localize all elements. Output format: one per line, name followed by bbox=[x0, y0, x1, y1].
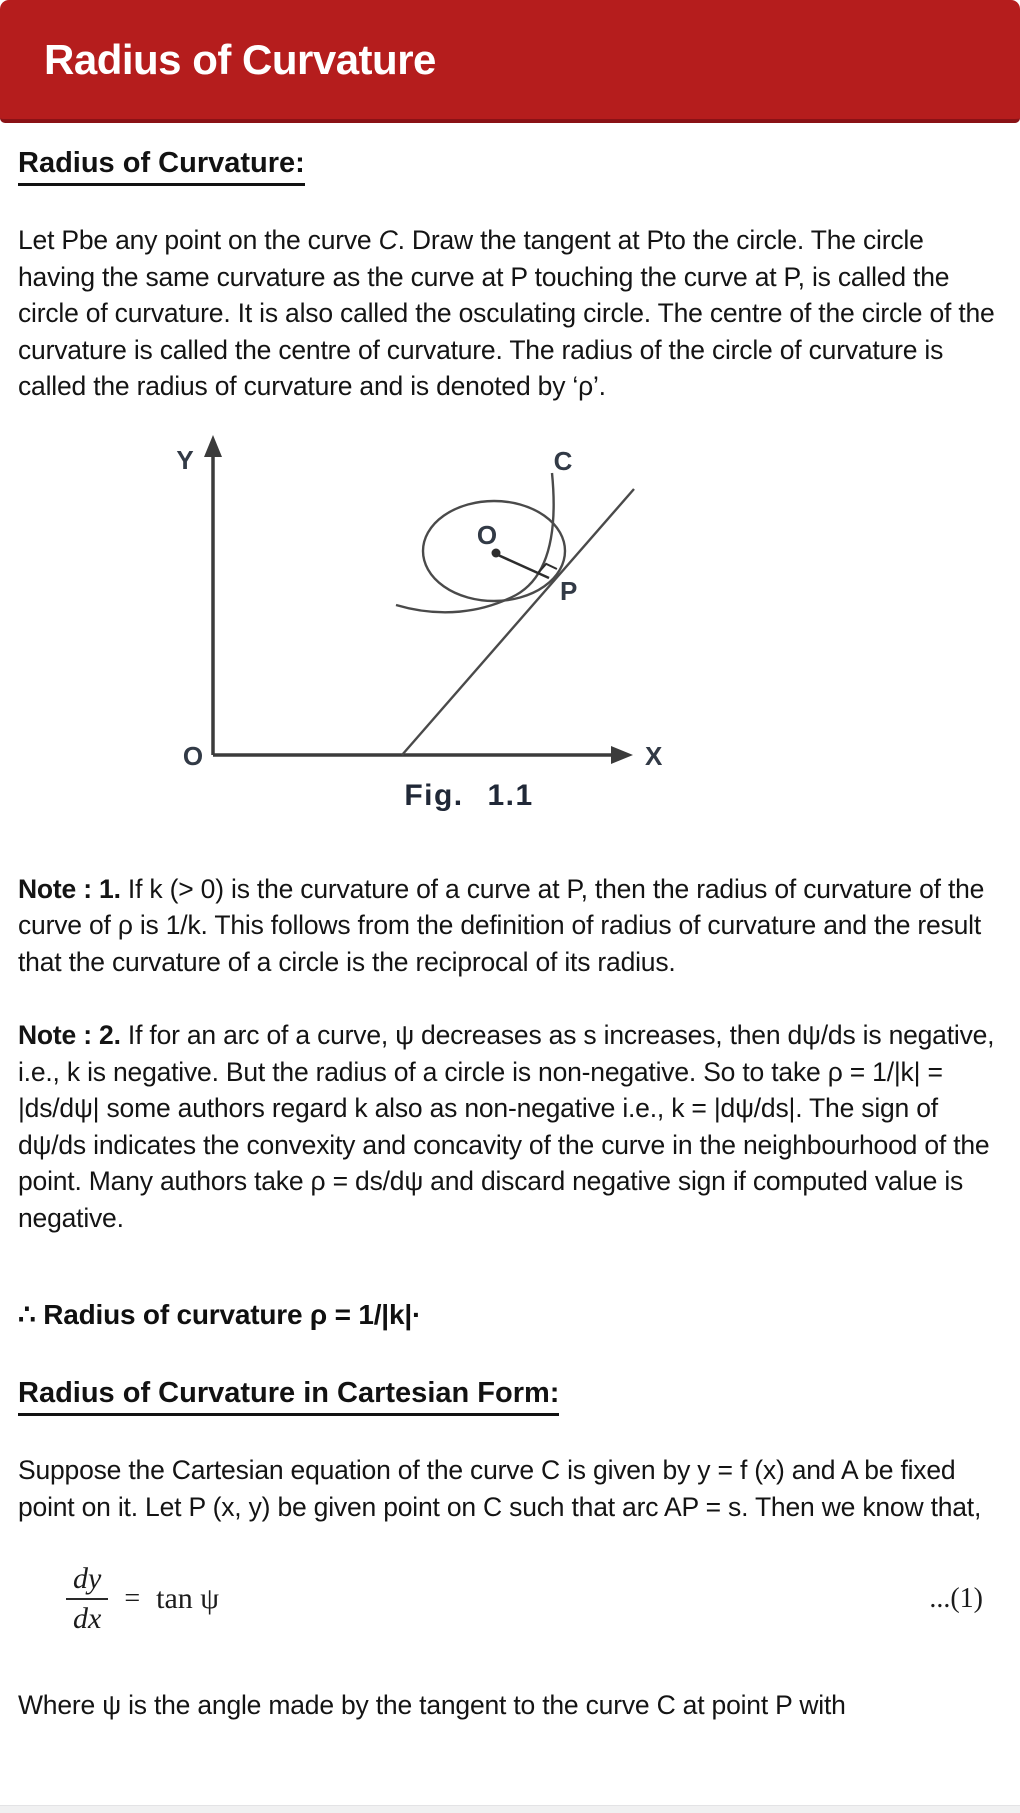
note-2: Note : 2. If for an arc of a curve, ψ decreases as s increases, then dψ/ds is negative, i.e., k is negative. But the radius of a circle is non-negative. So to take ρ = 1/|k| = |ds/dψ| some authors regard k also as non-negative i.e., k = |dψ/ds|. The sign of dψ/ds indicates the convexity and concavity of the curve in the neighbourhood of the point. Many authors take ρ = ds/dψ and discard negative sign if computed value is negative. bbox=[18, 1020, 995, 1233]
clipped-bottom-line: Where ψ is the angle made by the tangent to the curve C at point P with bbox=[18, 1690, 846, 1720]
fraction-numerator: dy bbox=[66, 1563, 108, 1600]
intro-paragraph: Let Pbe any point on the curve C. Draw the tangent at Pto the circle. The circle having the same curvature as the curve at P touching the curve at P, is called the circle of curvature. It is also called the osculating circle. The centre of the circle of the curvature is called the centre of curvature. The radius of the circle of curvature is called the radius of curvature and is denoted by ‘ρ’. bbox=[18, 225, 995, 401]
note-2-label: Note : 2. bbox=[18, 1020, 121, 1050]
figure-caption: Fig. 1.1 bbox=[404, 778, 534, 812]
point-p-label: P bbox=[560, 575, 578, 606]
right-angle-mark bbox=[538, 563, 557, 572]
origin-label: O bbox=[182, 740, 204, 771]
cartesian-paragraph: Suppose the Cartesian equation of the curve C is given by y = f (x) and A be fixed point on it. Let P (x, y) be given point on C such that arc AP = s. Then we know that, bbox=[18, 1455, 982, 1522]
section-heading-radius-of-curvature: Radius of Curvature: bbox=[18, 147, 1002, 186]
equals-sign: = bbox=[124, 1583, 141, 1614]
section-heading-cartesian-form: Radius of Curvature in Cartesian Form: bbox=[18, 1377, 1002, 1416]
document-content bbox=[0, 147, 1020, 1724]
x-axis-label: X bbox=[645, 740, 663, 771]
bottom-edge-strip bbox=[0, 1805, 1020, 1813]
equation-1 bbox=[66, 1563, 1002, 1635]
fraction-denominator: dx bbox=[73, 1602, 102, 1635]
curve-c-italic: C bbox=[378, 225, 398, 255]
dy-dx-fraction bbox=[66, 1563, 108, 1635]
curvature-diagram bbox=[170, 427, 670, 777]
figure-1-1 bbox=[170, 427, 670, 813]
y-axis-label: Y bbox=[176, 444, 194, 475]
curve-c-path bbox=[396, 473, 554, 612]
note-1: Note : 1. If k (> 0) is the curvature of a curve at P, then the radius of curvature of the curve of ρ is 1/k. This follows from the definition of radius of curvature and the result that the curvature of a circle is the reciprocal of its radius. bbox=[18, 873, 985, 977]
tangent-line bbox=[402, 489, 634, 755]
note-1-label: Note : 1. bbox=[18, 873, 121, 904]
radius-of-curvature-result: ∴ Radius of curvature ρ = 1/|k|· bbox=[18, 1299, 422, 1330]
x-axis-arrow-icon bbox=[611, 746, 633, 764]
page-title: Radius of Curvature bbox=[44, 35, 436, 83]
y-axis-arrow-icon bbox=[204, 435, 222, 457]
curve-c-label: C bbox=[553, 445, 573, 476]
equation-rhs: tan ψ bbox=[156, 1582, 220, 1615]
centre-label: O bbox=[476, 519, 498, 550]
app-header bbox=[0, 0, 1020, 123]
equation-number: ...(1) bbox=[929, 1583, 983, 1614]
